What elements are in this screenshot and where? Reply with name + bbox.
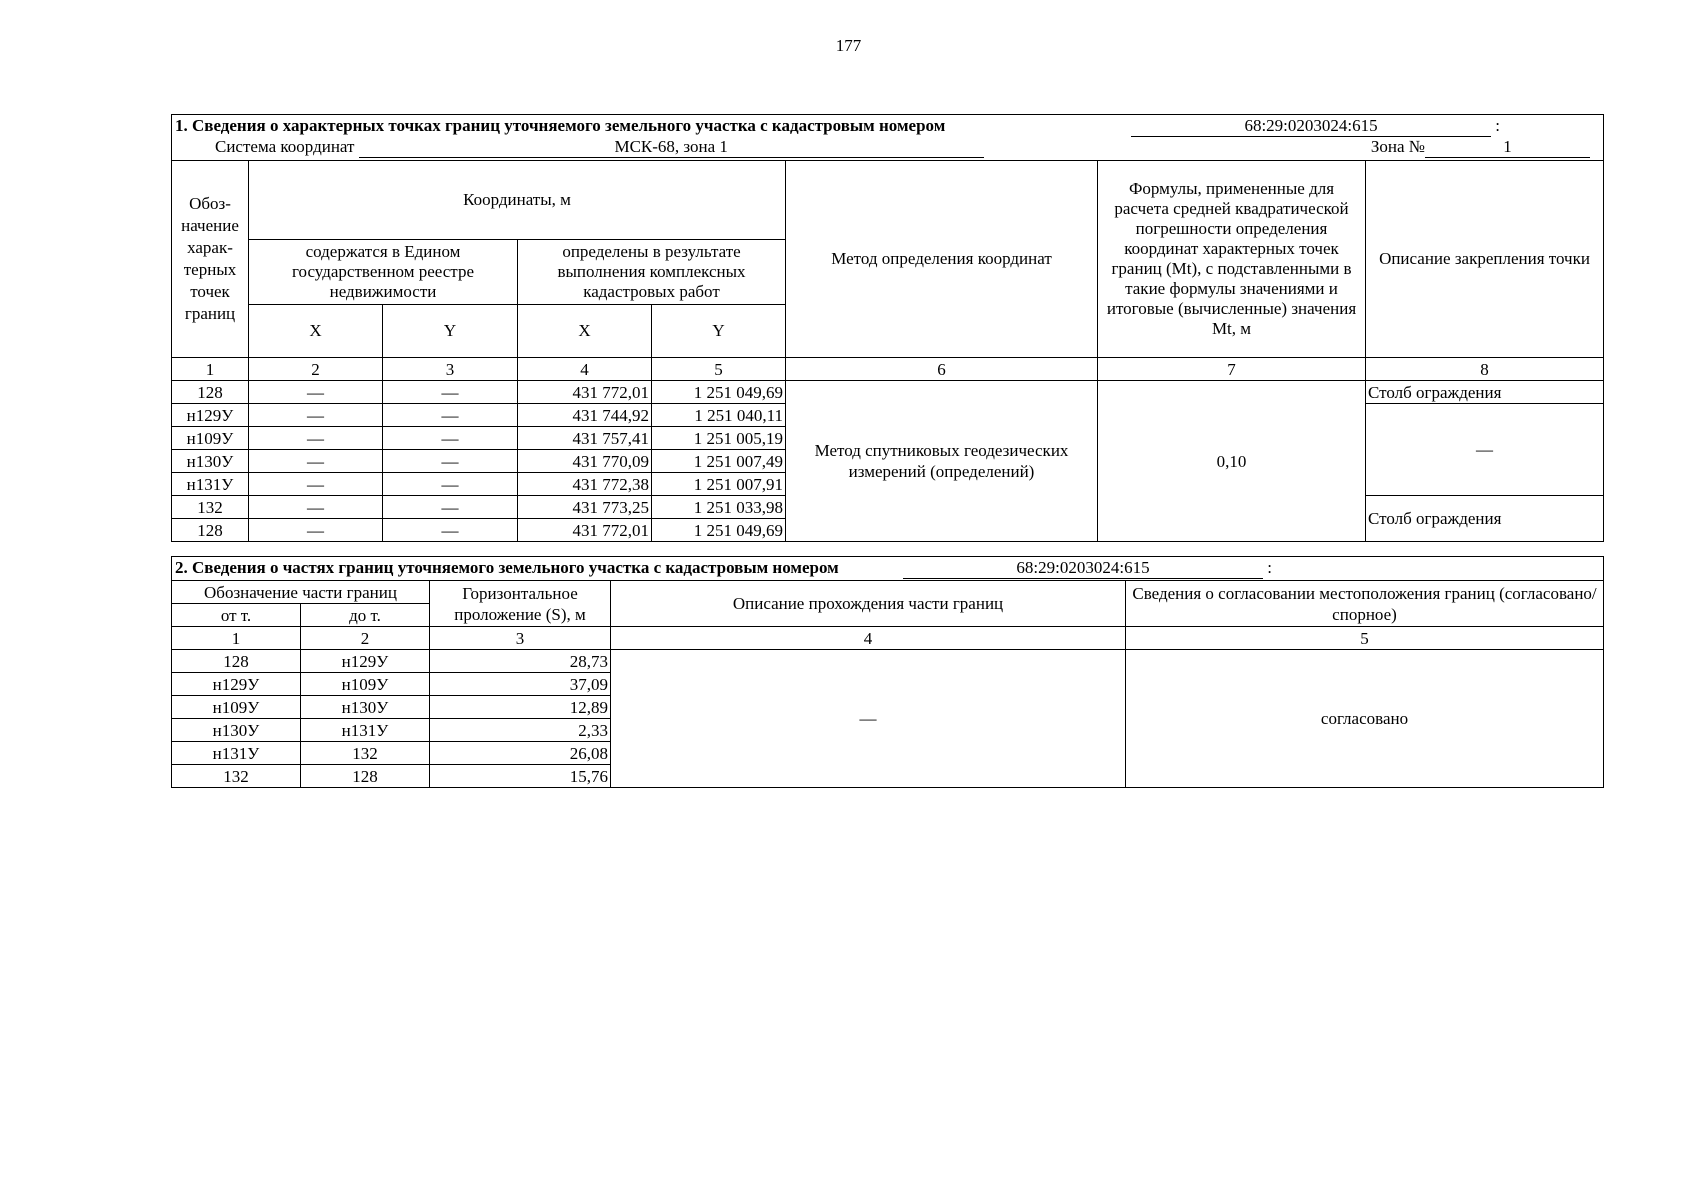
y-egrn: — <box>383 473 518 496</box>
header-designation: Обоз-начение харак-терных точек границ <box>172 161 249 358</box>
y-value: 1 251 033,98 <box>652 496 786 519</box>
point-name: 128 <box>172 381 249 404</box>
fixing-last: Столб ограждения <box>1366 496 1604 542</box>
y-value: 1 251 007,91 <box>652 473 786 496</box>
from-point: н131У <box>172 742 301 765</box>
from-point: н129У <box>172 673 301 696</box>
col-number: 1 <box>172 358 249 381</box>
header-from: от т. <box>172 604 301 627</box>
col-number: 8 <box>1366 358 1604 381</box>
y-egrn: — <box>383 381 518 404</box>
point-name: н129У <box>172 404 249 427</box>
from-point: 128 <box>172 650 301 673</box>
y-value: 1 251 040,11 <box>652 404 786 427</box>
point-name: н109У <box>172 427 249 450</box>
y-value: 1 251 049,69 <box>652 381 786 404</box>
from-point: 132 <box>172 765 301 788</box>
x-value: 431 772,38 <box>518 473 652 496</box>
y-egrn: — <box>383 519 518 542</box>
distance-value: 37,09 <box>430 673 611 696</box>
x-egrn: — <box>249 381 383 404</box>
header-x: X <box>518 305 652 358</box>
boundary-parts-table <box>171 556 1604 788</box>
coord-system-value: МСК-68, зона 1 <box>359 137 984 158</box>
section2-colon: : <box>1267 558 1272 577</box>
distance-value: 2,33 <box>430 719 611 742</box>
header-egrn: содержатся в Едином государственном реестре недвижимости <box>249 240 518 305</box>
header-to: до т. <box>301 604 430 627</box>
from-point: н130У <box>172 719 301 742</box>
header-formulas: Формулы, примененные для расчета средней квадратической погрешности определения координат характерных точек границ (Mt), с подставленными в такие формулы значениями и итоговые (вычисленные) значения Mt, м <box>1098 161 1366 358</box>
col-number: 2 <box>301 627 430 650</box>
x-value: 431 757,41 <box>518 427 652 450</box>
y-egrn: — <box>383 404 518 427</box>
header-y-egrn: Y <box>383 305 518 358</box>
header-method: Метод определения координат <box>786 161 1098 358</box>
col-number: 4 <box>611 627 1126 650</box>
x-egrn: — <box>249 427 383 450</box>
to-point: н131У <box>301 719 430 742</box>
col-number: 6 <box>786 358 1098 381</box>
header-x-egrn: X <box>249 305 383 358</box>
agreement-value: согласовано <box>1126 650 1604 788</box>
point-name: н130У <box>172 450 249 473</box>
point-name: 132 <box>172 496 249 519</box>
x-egrn: — <box>249 519 383 542</box>
section2-cadastral-number: 68:29:0203024:615 <box>903 558 1263 579</box>
description-value: — <box>611 650 1126 788</box>
distance-value: 15,76 <box>430 765 611 788</box>
method-value: Метод спутниковых геодезических измерений (определений) <box>786 381 1098 542</box>
page-number: 177 <box>835 36 862 55</box>
section1-cadastral-number: 68:29:0203024:615 <box>1131 116 1491 137</box>
y-value: 1 251 005,19 <box>652 427 786 450</box>
header-determined: определены в результате выполнения комплексных кадастровых работ <box>518 240 786 305</box>
y-value: 1 251 049,69 <box>652 519 786 542</box>
col-number: 1 <box>172 627 301 650</box>
header-y: Y <box>652 305 786 358</box>
distance-value: 26,08 <box>430 742 611 765</box>
to-point: н130У <box>301 696 430 719</box>
fixing-middle: — <box>1366 404 1604 496</box>
section1-colon: : <box>1495 116 1501 135</box>
col-number: 3 <box>430 627 611 650</box>
y-egrn: — <box>383 450 518 473</box>
point-name: 128 <box>172 519 249 542</box>
x-egrn: — <box>249 473 383 496</box>
col-number: 5 <box>652 358 786 381</box>
x-egrn: — <box>249 450 383 473</box>
x-egrn: — <box>249 496 383 519</box>
fixing-first: Столб ограждения <box>1366 381 1604 404</box>
zone-label: Зона № <box>1370 137 1426 156</box>
x-value: 431 772,01 <box>518 381 652 404</box>
y-egrn: — <box>383 427 518 450</box>
points-table <box>171 114 1604 542</box>
header-part-designation: Обозначение части границ <box>172 581 430 604</box>
x-value: 431 773,25 <box>518 496 652 519</box>
point-name: н131У <box>172 473 249 496</box>
to-point: н109У <box>301 673 430 696</box>
y-egrn: — <box>383 496 518 519</box>
col-number: 3 <box>383 358 518 381</box>
header-agreement: Сведения о согласовании местоположения границ (согласовано/спорное) <box>1126 581 1604 627</box>
x-value: 431 744,92 <box>518 404 652 427</box>
to-point: 132 <box>301 742 430 765</box>
coord-system-label: Система координат <box>215 137 355 156</box>
x-value: 431 772,01 <box>518 519 652 542</box>
col-number: 7 <box>1098 358 1366 381</box>
header-fixing: Описание закрепления точки <box>1366 161 1604 358</box>
distance-value: 28,73 <box>430 650 611 673</box>
section2-title: 2. Сведения о частях границ уточняемого земельного участка с кадастровым номером <box>175 558 839 577</box>
x-value: 431 770,09 <box>518 450 652 473</box>
table-row <box>172 650 1604 673</box>
y-value: 1 251 007,49 <box>652 450 786 473</box>
table-row <box>172 381 1604 404</box>
col-number: 5 <box>1126 627 1604 650</box>
zone-value: 1 <box>1425 137 1590 158</box>
header-coordinates: Координаты, м <box>249 161 786 240</box>
from-point: н109У <box>172 696 301 719</box>
x-egrn: — <box>249 404 383 427</box>
to-point: н129У <box>301 650 430 673</box>
to-point: 128 <box>301 765 430 788</box>
col-number: 2 <box>249 358 383 381</box>
section1-title: 1. Сведения о характерных точках границ уточняемого земельного участка с кадастровым номером <box>175 116 946 135</box>
header-description: Описание прохождения части границ <box>611 581 1126 627</box>
header-horizontal: Горизонтальное проложение (S), м <box>430 581 611 627</box>
mt-value: 0,10 <box>1098 381 1366 542</box>
distance-value: 12,89 <box>430 696 611 719</box>
col-number: 4 <box>518 358 652 381</box>
